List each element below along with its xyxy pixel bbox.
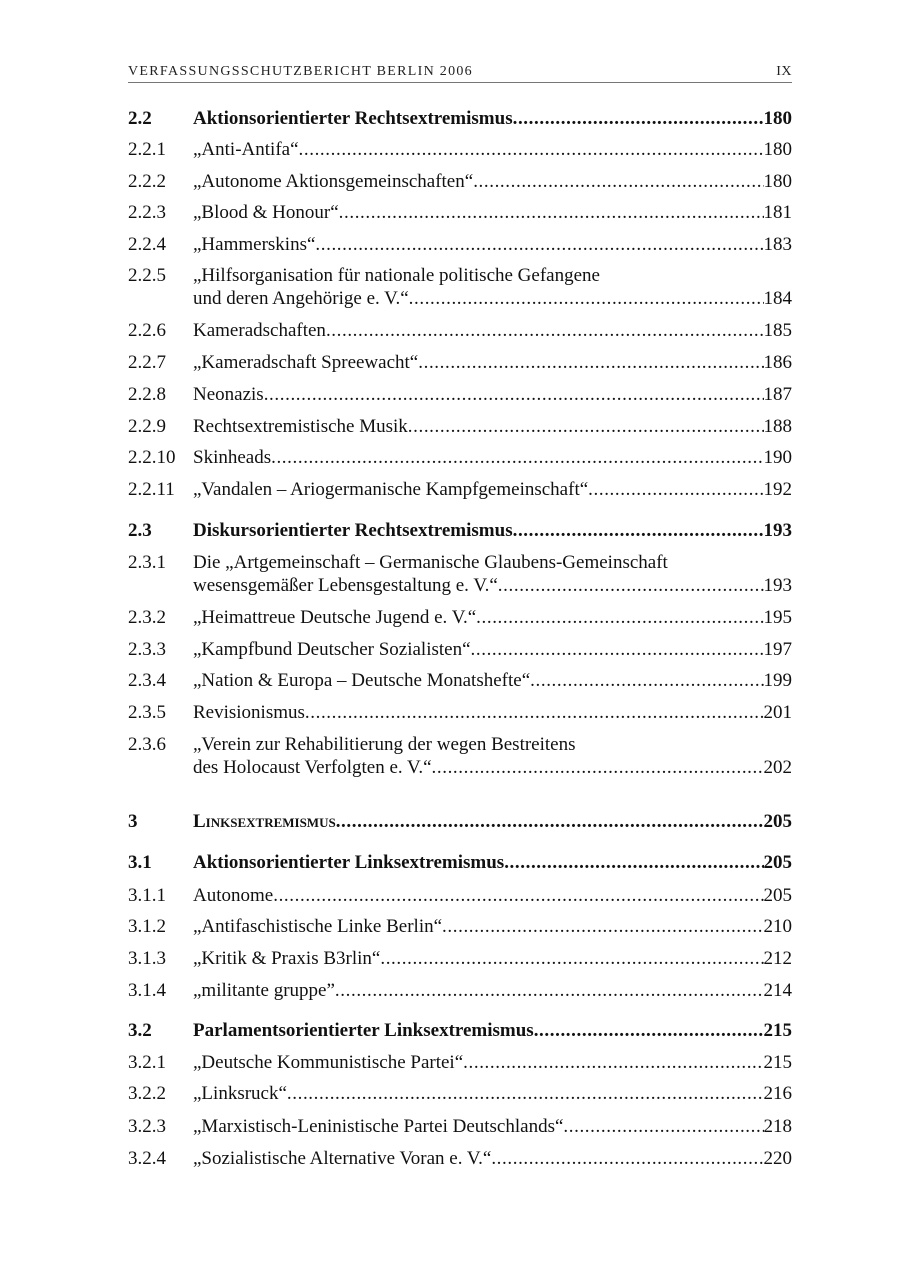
toc-entry-page: 201 [763,702,792,723]
toc-entry-page: 180 [763,108,792,129]
running-header-title: VERFASSUNGSSCHUTZBERICHT BERLIN 2006 [128,64,473,79]
toc-entry-page: 215 [763,1020,792,1041]
toc-entry[interactable] [128,478,792,501]
dot-leader [271,446,763,469]
toc-entry-number: 2.2.4 [128,234,166,255]
dot-leader [273,884,763,907]
toc-entry[interactable] [128,884,792,907]
toc-entry-page: 184 [763,288,792,309]
toc-entry-page: 218 [763,1116,792,1137]
toc-entry-title: „militante gruppe” [193,980,335,1001]
toc-entry-number: 3.1.2 [128,916,166,937]
toc-entry-page: 180 [763,139,792,160]
toc-entry-page: 180 [763,171,792,192]
toc-entry-page: 195 [763,607,792,628]
toc-entry[interactable] [128,107,792,130]
toc-entry[interactable] [128,138,792,161]
toc-entry-title: wesensgemäßer Lebensgestaltung e. V.“ [193,575,498,596]
dot-leader [418,351,763,374]
dot-leader [513,107,764,130]
dot-leader [513,519,764,542]
toc-entry-page: 212 [763,948,792,969]
toc-entry-number: 2.3.3 [128,639,166,660]
toc-entry-title: Rechtsextremistische Musik [193,416,408,437]
dot-leader [563,1115,763,1138]
toc-entry[interactable] [128,1147,792,1170]
toc-entry-number: 3.1.3 [128,948,166,969]
toc-entry-title: „Hammerskins“ [193,234,316,255]
toc-entry-title: „Deutsche Kommunistische Partei“ [193,1052,464,1073]
toc-entry[interactable] [128,319,792,342]
dot-leader [264,383,764,406]
toc-entry-page: 205 [763,811,792,832]
toc-entry-number: 3.2.3 [128,1116,166,1137]
toc-entry-number: 2.3 [128,520,152,541]
toc-entry[interactable] [128,1082,792,1105]
toc-entry-number: 3.2.2 [128,1083,166,1104]
dot-leader [336,810,764,833]
toc-entry-title: „Antifaschistische Linke Berlin“ [193,916,443,937]
toc-entry[interactable] [128,669,792,692]
toc-entry-number: 2.2.10 [128,447,176,468]
toc-entry[interactable] [128,446,792,469]
toc-entry-page: 193 [763,575,792,596]
toc-entry-title: Kameradschaften [193,320,326,341]
toc-entry[interactable] [128,519,792,542]
dot-leader [432,756,764,779]
toc-entry-title: „Marxistisch-Leninistische Partei Deutschlands“ [193,1116,564,1137]
toc-entry-number: 2.3.5 [128,702,166,723]
toc-entry[interactable] [128,915,792,938]
dot-leader [339,201,764,224]
toc-entry-page: 216 [763,1083,792,1104]
toc-entry-number: 2.2.9 [128,416,166,437]
toc-entry-page: 202 [763,757,792,778]
dot-leader [588,478,763,501]
toc-entry[interactable] [128,170,792,193]
toc-entry-number: 2.3.2 [128,607,166,628]
dot-leader [471,638,764,661]
toc-entry-page: 186 [763,352,792,373]
dot-leader [534,1019,764,1042]
toc-entry-number: 2.2.1 [128,139,166,160]
toc-entry-page: 192 [763,479,792,500]
toc-entry[interactable] [128,201,792,224]
toc-entry-title: Revisionismus [193,702,305,723]
dot-leader [491,1147,763,1170]
toc-entry-title: Neonazis [193,384,264,405]
toc-entry[interactable] [128,810,792,833]
toc-entry-page: 220 [763,1148,792,1169]
dot-leader [335,979,764,1002]
toc-entry[interactable] [128,351,792,374]
running-header [128,62,792,83]
toc-entry-number: 2.3.6 [128,734,166,755]
toc-entry-title: „Kampfbund Deutscher Sozialisten“ [193,639,471,660]
toc-entry-title: Parlamentsorientierter Linksextremismus [193,1020,534,1041]
toc-entry-title: „Kritik & Praxis B3rlin“ [193,948,381,969]
toc-entry-title: „Anti-Antifa“ [193,139,299,160]
toc-entry-number: 3.1.4 [128,980,166,1001]
toc-entry-number: 2.2.5 [128,265,166,286]
toc-entry-number: 2.2.3 [128,202,166,223]
toc-entry-title: „Vandalen – Ariogermanische Kampfgemeinschaft“ [193,479,589,500]
toc-entry[interactable] [128,947,792,970]
toc-entry-number: 2.2.7 [128,352,166,373]
toc-entry-page: 190 [763,447,792,468]
toc-entry[interactable] [128,383,792,406]
toc-entry-number: 3.2 [128,1020,152,1041]
dot-leader [315,233,763,256]
dot-leader [326,319,764,342]
dot-leader [530,669,763,692]
toc-entry[interactable] [128,701,792,724]
toc-entry-title: „Heimattreue Deutsche Jugend e. V.“ [193,607,477,628]
toc-entry-page: 181 [763,202,792,223]
toc-entry-page: 205 [763,885,792,906]
toc-entry-number: 2.2.8 [128,384,166,405]
toc-entry[interactable] [128,606,792,629]
toc-entry[interactable] [128,415,792,438]
dot-leader [287,1082,764,1105]
toc-entry-title: Linksextremismus [193,811,336,832]
toc-entry-number: 2.2.2 [128,171,166,192]
toc-entry-number: 3.2.4 [128,1148,166,1169]
toc-entry-title: „Hilfsorganisation für nationale politische Gefangene [193,265,600,286]
toc-entry-page: 205 [763,852,792,873]
dot-leader [409,287,764,310]
toc-entry-title: Autonome [193,885,274,906]
toc-entry[interactable] [128,733,792,779]
toc-entry-title: „Sozialistische Alternative Voran e. V.“ [193,1148,492,1169]
toc-entry[interactable] [128,851,792,874]
toc-entry[interactable] [128,1051,792,1074]
toc-entry-title: „Verein zur Rehabilitierung der wegen Bestreitens [193,734,576,755]
toc-entry-title: „Kameradschaft Spreewacht“ [193,352,419,373]
toc-entry-title: „Blood & Honour“ [193,202,339,223]
dot-leader [408,415,764,438]
toc-entry-page: 187 [763,384,792,405]
toc-entry-page: 183 [763,234,792,255]
toc-entry[interactable] [128,551,792,597]
toc-entry-number: 2.2.11 [128,479,175,500]
dot-leader [463,1051,763,1074]
dot-leader [504,851,763,874]
dot-leader [442,915,763,938]
toc-entry-title: „Linksruck“ [193,1083,287,1104]
toc-entry[interactable] [128,638,792,661]
toc-entry-number: 2.2.6 [128,320,166,341]
dot-leader [299,138,764,161]
toc-entry-number: 2.3.1 [128,552,166,573]
toc-entry-page: 185 [763,320,792,341]
toc-entry-number: 2.3.4 [128,670,166,691]
toc-entry-title: Skinheads [193,447,272,468]
toc-entry[interactable] [128,1019,792,1042]
toc-entry-page: 197 [763,639,792,660]
dot-leader [380,947,763,970]
toc-entry-number: 3.1 [128,852,152,873]
toc-entry-page: 199 [763,670,792,691]
dot-leader [473,170,763,193]
page-number: IX [776,64,792,79]
toc-entry-number: 3.1.1 [128,885,166,906]
toc-entry-title: Die „Artgemeinschaft – Germanische Glaubens-Gemeinschaft [193,552,668,573]
toc-entry[interactable] [128,264,792,310]
toc-entry-number: 3 [128,811,138,832]
toc-entry-number: 2.2 [128,108,152,129]
toc-entry-title: „Autonome Aktionsgemeinschaften“ [193,171,474,192]
toc-entry-page: 188 [763,416,792,437]
toc-entry-page: 210 [763,916,792,937]
toc-entry-title: „Nation & Europa – Deutsche Monatshefte“ [193,670,531,691]
toc-entry-title: Aktionsorientierter Linksextremismus [193,852,505,873]
toc-entry-page: 215 [763,1052,792,1073]
toc-entry-title: und deren Angehörige e. V.“ [193,288,409,309]
toc-entry[interactable] [128,979,792,1002]
toc-entry[interactable] [128,233,792,256]
toc-entry-title: Diskursorientierter Rechtsextremismus [193,520,513,541]
dot-leader [498,574,764,597]
dot-leader [305,701,764,724]
toc-entry-page: 214 [763,980,792,1001]
toc-entry-number: 3.2.1 [128,1052,166,1073]
dot-leader [476,606,763,629]
toc-entry-title: Aktionsorientierter Rechtsextremismus [193,108,513,129]
toc-entry-page: 193 [763,520,792,541]
toc-entry-title: des Holocaust Verfolgten e. V.“ [193,757,432,778]
toc-entry[interactable] [128,1115,792,1138]
